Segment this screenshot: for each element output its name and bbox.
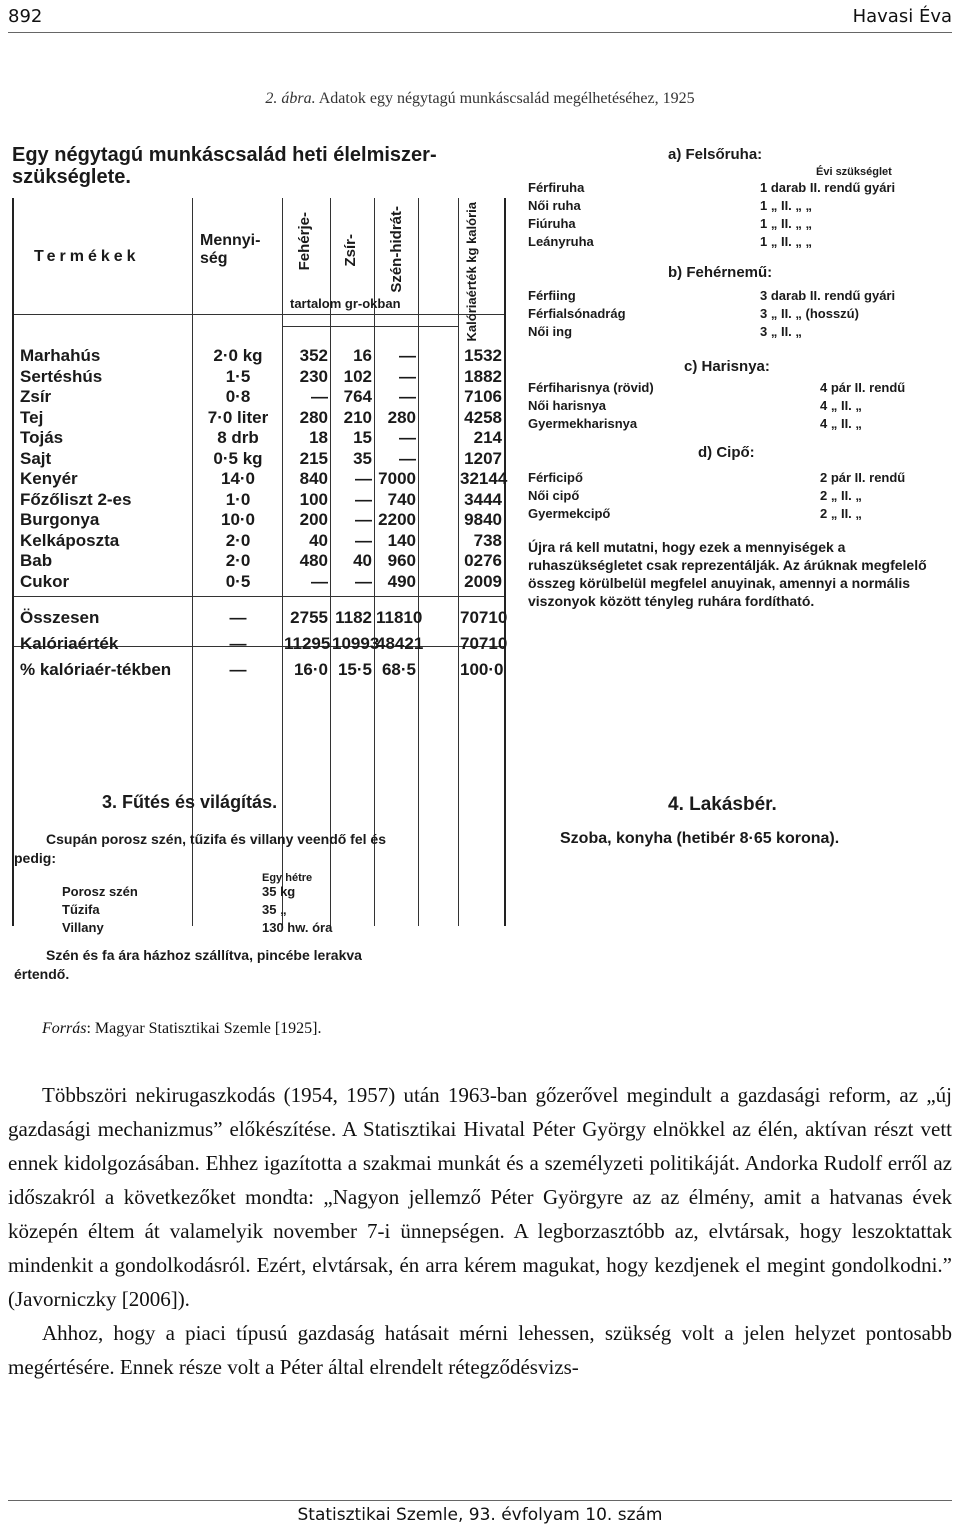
list-item-name: Női ruha	[528, 198, 581, 213]
page-footer: Statisztikai Szemle, 93. évfolyam 10. szám	[8, 1500, 952, 1525]
figure-caption	[0, 90, 960, 108]
table-cell: Összesen	[20, 608, 100, 627]
table-cell: 102	[343, 366, 372, 386]
table-cell: 0276	[464, 551, 502, 570]
caption-text: Adatok egy négytagú munkáscsalád megélhetéséhez, 1925	[318, 90, 695, 107]
table-cell: —	[229, 660, 247, 679]
list-item-value: 2 pár II. rendű	[820, 470, 906, 485]
table-cell: 960	[387, 551, 416, 570]
table-sum-row	[14, 608, 508, 628]
list-item-value: 1 „ II. „ „	[760, 198, 813, 213]
col-header-carb: Szén-hidrát-	[388, 206, 405, 293]
table-cell: 3444	[464, 489, 502, 509]
table-cell: 1·0	[225, 489, 251, 509]
table-cell: 10993	[332, 634, 380, 653]
table-row	[14, 469, 508, 489]
table-cell: 11810	[376, 608, 423, 627]
table-cell: —	[311, 387, 328, 406]
list-item-value: 2 „ II. „	[820, 506, 862, 521]
col-header-fat: Zsír-	[342, 234, 359, 267]
table-cell: 7000	[378, 469, 416, 488]
table-cell: 2009	[464, 571, 502, 591]
list-item-name: Férficipő	[528, 470, 583, 485]
table-cell: —	[399, 448, 416, 468]
section-a-title: a) Felsőruha:	[668, 146, 763, 163]
table-cell: 740	[387, 489, 416, 509]
table-cell: Kelkáposzta	[20, 530, 120, 550]
table-cell: Kalóriaérték	[20, 634, 119, 653]
table-row	[14, 428, 504, 448]
table-cell: 738	[473, 530, 502, 550]
table-cell: —	[399, 387, 416, 406]
table-cell: 210	[343, 407, 372, 427]
table-cell: 11295	[284, 634, 331, 653]
table-row	[14, 510, 504, 530]
list-item-name: Villany	[62, 920, 104, 935]
list-item-value: 4 pár II. rendű	[820, 380, 906, 395]
table-cell: 100·0	[460, 660, 504, 679]
food-table	[12, 198, 506, 926]
figure-source	[42, 1020, 322, 1038]
caption-label: 2. ábra.	[265, 90, 316, 107]
table-cell: 14·0	[220, 469, 256, 488]
housing-title: 4. Lakásbér.	[668, 794, 777, 815]
table-row	[14, 531, 504, 551]
table-row	[14, 551, 504, 571]
table-cell: —	[399, 346, 416, 365]
table-cell: —	[355, 510, 372, 529]
table-cell: Cukor	[20, 571, 70, 591]
list-item-value: 4 „ II. „	[820, 398, 862, 413]
table-cell: 280	[387, 407, 416, 427]
col-header-protein: Fehérje-	[296, 212, 313, 271]
table-cell: 200	[299, 510, 328, 529]
table-cell: 9840	[464, 510, 502, 529]
figure-scan	[8, 140, 952, 1000]
table-cell: 1·5	[225, 366, 251, 386]
table-cell: 0·5	[225, 571, 251, 591]
table-row	[14, 346, 504, 366]
list-item-name: Leányruha	[528, 234, 594, 249]
housing-text: Szoba, konyha (hetibér 8·65 korona).	[560, 830, 840, 847]
table-cell: 764	[343, 387, 372, 406]
table-cell: 16	[353, 346, 372, 365]
author-name: Havasi Éva	[852, 6, 952, 27]
list-item-name: Férfiruha	[528, 180, 585, 195]
list-item-name: Női cipő	[528, 488, 580, 503]
list-item-value: 3 „ II. „	[760, 324, 802, 339]
table-sum-row	[14, 660, 504, 680]
table-cell: 215	[299, 448, 328, 468]
table-cell: 1532	[464, 346, 502, 365]
table-cell: 35	[353, 448, 372, 468]
table-cell: 10·0	[220, 510, 256, 529]
table-cell: 1207	[464, 448, 502, 468]
list-item-name: Gyermekcipő	[528, 506, 611, 521]
table-cell: Marhahús	[20, 346, 101, 365]
table-cell: 2·0	[225, 530, 251, 550]
table-cell: —	[399, 428, 416, 447]
table-cell: —	[355, 571, 372, 591]
list-item-value: 1 „ II. „ „	[760, 234, 813, 249]
list-item-value: 130 hw. óra	[262, 920, 333, 935]
table-row	[14, 387, 504, 407]
table-row	[14, 367, 504, 387]
table-cell: —	[399, 366, 416, 386]
table-cell: 230	[299, 366, 328, 386]
table-cell: 7106	[464, 387, 502, 406]
list-item-value: 2 „ II. „	[820, 488, 862, 503]
table-cell: 7·0 liter	[207, 407, 269, 427]
list-item-name: Férfiharisnya (rövid)	[528, 380, 654, 395]
table-cell: 16·0	[293, 660, 328, 679]
table-cell: 4258	[464, 407, 502, 427]
list-item-name: Tűzifa	[62, 902, 100, 917]
clothing-note: Újra rá kell mutatni, hogy ezek a mennyiségek a ruhaszükségletet csak reprezentálják. Az árúknak megfelelő összeg körülbelül megfelel anuyinak, amennyi a normális viszonyok között tényleg ruhára fordítható.	[528, 539, 927, 609]
table-row	[14, 572, 504, 592]
table-cell: Bab	[20, 551, 53, 570]
table-cell: 15	[353, 428, 372, 447]
page-header	[8, 6, 952, 33]
table-cell: 48421	[376, 634, 424, 653]
list-item-name: Férfialsónadrág	[528, 306, 626, 321]
table-cell: 1882	[464, 366, 502, 386]
list-item-name: Porosz szén	[62, 884, 138, 899]
table-cell: Tojás	[20, 428, 64, 447]
table-cell: 140	[387, 530, 416, 550]
table-cell: 40	[353, 551, 372, 570]
table-cell: —	[355, 530, 372, 550]
table-cell: 2·0	[225, 551, 251, 570]
list-item-name: Gyermekharisnya	[528, 416, 638, 431]
list-item-value: 35 „	[262, 902, 287, 917]
table-cell: 480	[299, 551, 328, 570]
table-cell: 214	[473, 428, 502, 447]
table-cell: 70710	[460, 608, 508, 627]
table-title: Egy négytagú munkáscsalád heti élelmiszer-szükséglete.	[12, 144, 437, 188]
table-cell: 0·5 kg	[213, 448, 263, 468]
list-item-value: 1 „ II. „ „	[760, 216, 813, 231]
table-cell: 18	[309, 428, 328, 447]
body-text	[8, 1078, 952, 1384]
table-row	[14, 449, 504, 469]
yearly-need-label: Évi szükséglet	[816, 166, 892, 178]
list-item-name: Női harisnya	[528, 398, 607, 413]
table-cell: 2755	[290, 608, 328, 627]
table-cell: % kalóriaér-tékben	[20, 660, 172, 679]
list-item-value: 4 „ II. „	[820, 416, 862, 431]
page-number: 892	[8, 6, 43, 27]
list-item-name: Női ing	[528, 324, 573, 339]
table-cell: Zsír	[20, 387, 52, 406]
source-label: Forrás	[42, 1020, 87, 1037]
table-row	[14, 408, 504, 428]
section-d-title: d) Cipő:	[698, 444, 755, 461]
table-cell: 70710	[460, 634, 508, 653]
list-item-value: 35 kg	[262, 884, 296, 899]
table-cell: 490	[387, 571, 416, 591]
table-cell: Burgonya	[20, 510, 100, 529]
table-cell: 1182	[335, 608, 372, 627]
table-cell: Sertéshús	[20, 366, 103, 386]
table-row	[14, 490, 504, 510]
section-b-title: b) Fehérnemű:	[668, 264, 773, 281]
section-c-title: c) Harisnya:	[684, 358, 770, 375]
table-cell: 280	[299, 407, 328, 427]
paragraph-2: Ahhoz, hogy a piaci típusú gazdaság hatásait mérni lehessen, szükség volt a jelen helyzet pontosabb megértésére. Ennek része volt a Péter által elrendelt rétegződésvizs-	[8, 1321, 952, 1379]
table-cell: 2·0 kg	[213, 346, 263, 365]
table-cell: 40	[309, 530, 328, 550]
table-cell: 68·5	[381, 660, 416, 679]
table-cell: Tej	[20, 407, 44, 427]
list-item-value: 1 darab II. rendű gyári	[760, 180, 896, 195]
table-cell: —	[229, 608, 247, 627]
table-cell: 840	[299, 469, 328, 488]
table-cell: 100	[299, 489, 328, 509]
heating-week-label: Egy hétre	[262, 872, 313, 884]
content-label: tartalom gr-okban	[290, 296, 401, 311]
table-cell: 32144	[460, 469, 508, 488]
col-header-products: Termékek	[34, 248, 140, 265]
list-item-value: 3 „ II. „ (hosszú)	[760, 306, 859, 321]
list-item-name: Férfiing	[528, 288, 576, 303]
heating-intro: Csupán porosz szén, tűzifa és villany veendő fel és pedig:	[14, 831, 386, 866]
table-cell: —	[311, 571, 328, 591]
table-cell: 8 drb	[217, 428, 259, 447]
source-text: : Magyar Statisztikai Szemle [1925].	[86, 1020, 322, 1037]
table-cell: Főzőliszt 2-es	[20, 489, 132, 509]
table-cell: —	[355, 469, 372, 488]
list-item-value: 3 darab II. rendű gyári	[760, 288, 896, 303]
list-item-name: Fiúruha	[528, 216, 576, 231]
table-cell: —	[229, 634, 247, 653]
col-header-calorie: Kalóriaérték kg kalória	[464, 202, 479, 342]
paragraph-1: Többszöri nekirugaszkodás (1954, 1957) után 1963-ban gőzerővel megindult a gazdasági reform, az „új gazdasági mechanizmus” előkészítése. A Statisztikai Hivatal Péter György elnökkel az élén, aktívan részt vett ennek kidolgozásában. Ehhez igazította a szakmai munkát és a személyzeti politikáját. Andorka Rudolf erről az időszakról a következőket mondta: „Nagyon jellemző Péter Györgyre az az élmény, amit a hatvanas évek közepén éltem át valamelyik november 7-i ünnepségen. A legborzasztóbb az, elvtársak, hogy leszoktattak mindenkit a gondolkodásról. Ezért, elvtársak, én arra kérem magukat, hogy kezdjenek el megint gondolkodni.” (Javorniczky [2006]).	[8, 1083, 952, 1311]
table-cell: 2200	[378, 510, 416, 529]
table-cell: 352	[299, 346, 328, 365]
table-cell: Kenyér	[20, 469, 78, 488]
table-cell: —	[355, 489, 372, 509]
table-cell: Sajt	[20, 448, 52, 468]
table-sum-row	[14, 634, 508, 654]
heating-note: Szén és fa ára házhoz szállítva, pincébe lerakva értendő.	[14, 947, 362, 982]
table-cell: 15·5	[337, 660, 372, 679]
table-cell: 0·8	[225, 387, 251, 406]
col-header-quantity: Mennyi-ség	[200, 232, 261, 267]
heating-title: 3. Fűtés és világítás.	[102, 792, 278, 812]
